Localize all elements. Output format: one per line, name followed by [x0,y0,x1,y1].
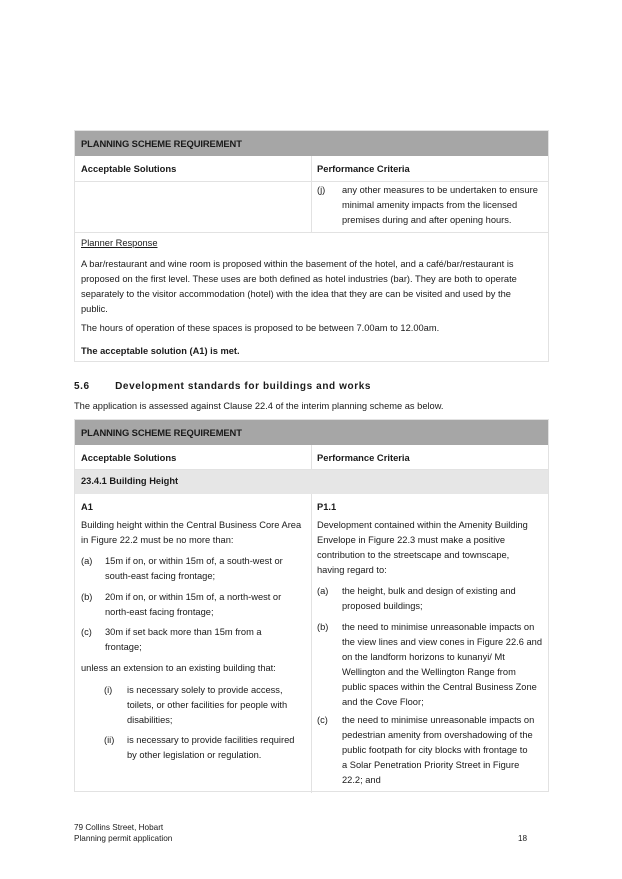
column-divider [311,445,312,470]
a1-label: A1 [81,502,93,512]
subheading-row [75,470,548,494]
acceptable-solutions-heading: Acceptable Solutions [81,163,177,174]
table-header [75,131,548,156]
p1-label: P1.1 [317,502,337,512]
page-number: 18 [518,834,528,843]
a1-intro: Building height within the Central Business Core Area in Figure 22.2 must be no more than: [81,520,302,545]
response-paragraph-1: A bar/restaurant and wine room is proposed within the basement of the hotel, and a café/bar/restaurant is proposed on the first level. These uses are both defined as hotel industries (bar). They are both to operate separately to the visitor accommodation (hotel) with the idea that they are can be visited and used by the public. [81,259,517,314]
performance-criteria-heading: Performance Criteria [317,163,410,174]
table-header [75,420,548,445]
conclusion-text: The acceptable solution (A1) is met. [81,346,240,356]
p1-intro: Development contained within the Amenity Building Envelope in Figure 22.3 must make a positive contribution to the streetscape and townscape, having regard to: [317,520,528,575]
section-heading [74,381,371,392]
section-intro: The application is assessed against Clause 22.4 of the interim planning scheme as below. [74,401,444,411]
table-header-label: PLANNING SCHEME REQUIREMENT [81,427,242,438]
divider [75,232,548,233]
acceptable-solutions-heading: Acceptable Solutions [81,452,177,463]
subheading-label: 23.4.1 Building Height [81,476,179,486]
a1-unless-text: unless an extension to an existing building that: [81,663,276,673]
table-header-label: PLANNING SCHEME REQUIREMENT [81,138,242,149]
section-number: 5.6 [74,381,90,392]
performance-criteria-heading: Performance Criteria [317,452,410,463]
column-divider [311,156,312,232]
planning-requirement-table-2: PLANNING SCHEME REQUIREMENT Acceptable Solutions Performance Criteria 23.4.1 Building Height A1 Building height within the Central Business Core Area in Figure 22.2 must be no more than: (a) 15m if on, or within 15m of, a south-west or south-east facing frontage; (b) 20m if on, or within 15m of, a north-west or north-east facing frontage; (c) 30m if set back more than 15m from a frontage; unless an extension to an existing building that: (i) is necessary solely to provide access, toilets, or other facilities for people with disabilities; (ii) is necessary to provide facilities required by other legislation or regulation. P1.1 Development contained within the Amenity Building Envelope in Figure 22.3 must make a positive contribution to the streetscape and townscape, having regard to: (a) the height, bulk and design of existing and proposed buildings; (b) the need to minimise unreasonable impacts on the view lines and view cones in Figure 22.6 and on the landform horizons to kunanyi/ Mt Wellington and the Wellington Range from public spaces within the Central Business Zone and the Cove Floor; (c) the need to minimise unreasonable impacts on pedestrian amenity from overshadowing of the public footpath for city blocks with frontage to a Solar Penetration Priority Street in Figure 22.2; and [74,419,549,792]
footer-address: 79 Collins Street, Hobart [74,823,164,832]
footer-doc-title: Planning permit application [74,834,173,843]
section-title: Development standards for buildings and works [115,381,372,392]
planner-response-label: Planner Response [81,238,158,248]
planning-requirement-table-1: PLANNING SCHEME REQUIREMENT Acceptable Solutions Performance Criteria (j) any other measures to be undertaken to ensure minimal amenity impacts from the licensed premises during and after opening hours. Planner Response A bar/restaurant and wine room is proposed within the basement of the hotel, and a café/bar/restaurant is proposed on the first level. These uses are both defined as hotel industries (bar). They are both to operate separately to the visitor accommodation (hotel) with the idea that they are can be visited and used by the public. The hours of operation of these spaces is proposed to be between 7.00am to 12.00am. The acceptable solution (A1) is met. [74,130,549,362]
column-divider [311,494,312,793]
response-paragraph-2: The hours of operation of these spaces is proposed to be between 7.00am to 12.00am. [81,323,440,333]
